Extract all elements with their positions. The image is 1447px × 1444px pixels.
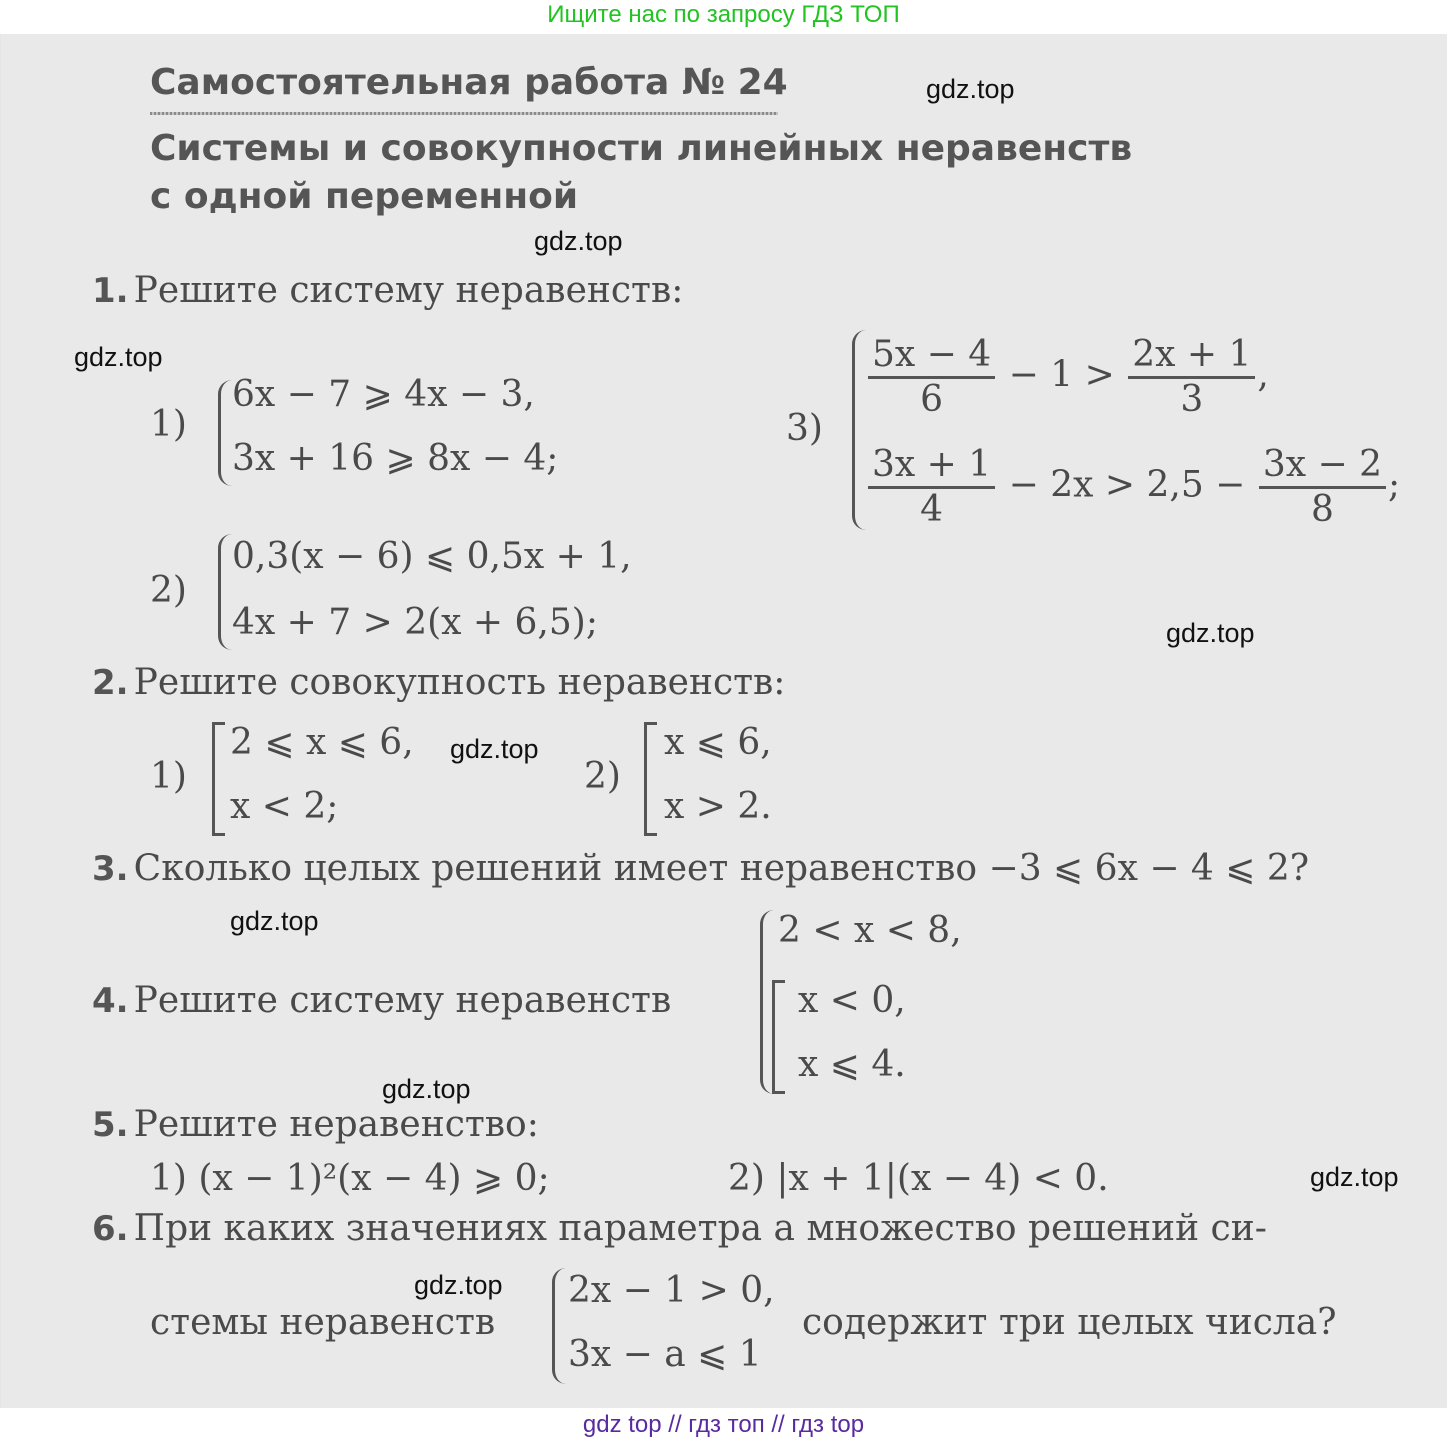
task-2-part-1-line-1: 2 ⩽ x ⩽ 6,	[230, 722, 414, 763]
task-5-part-1: 1) (x − 1)²(x − 4) ⩾ 0;	[150, 1158, 550, 1199]
task-6-line-2: 3x − a ⩽ 1	[568, 1334, 762, 1375]
task-6-text-line-2-pre: стемы неравенств	[150, 1302, 496, 1343]
page-title: Самостоятельная работа № 24	[150, 62, 788, 103]
task-5-heading	[92, 1104, 539, 1145]
task-number: 1.	[92, 271, 129, 311]
task-2-heading	[92, 662, 785, 703]
task-2-part-2-line-1: x ⩽ 6,	[664, 722, 772, 763]
task-2-part-2-line-2: x > 2.	[664, 786, 772, 827]
watermark: gdz.top	[414, 1270, 503, 1300]
title-divider	[150, 112, 778, 115]
task-1-part-1-line-1: 6x − 7 ⩾ 4x − 3,	[232, 374, 535, 415]
task-number: 5.	[92, 1105, 129, 1145]
task-6-heading	[92, 1208, 1267, 1249]
task-1-heading	[92, 270, 683, 311]
task-6-line-1: 2x − 1 > 0,	[568, 1270, 775, 1311]
task-number: 6.	[92, 1209, 129, 1249]
watermark: gdz.top	[1310, 1162, 1399, 1192]
task-text: Решите систему неравенств	[133, 980, 672, 1021]
task-4-line-2: x < 0,	[798, 980, 906, 1021]
union-bracket-icon	[212, 722, 225, 836]
task-1-part-2-line-1: 0,3(x − 6) ⩽ 0,5x + 1,	[232, 536, 632, 577]
task-6-text-line-2-post: содержит три целых числа?	[802, 1302, 1337, 1343]
task-1-part-3-line-1: $\frac{5x - 4}{6}$ − 1 > $\frac{2x + 1}{3}$ ,	[866, 334, 1269, 421]
task-2-part-2-label: 2)	[584, 756, 621, 797]
watermark: gdz.top	[450, 734, 539, 764]
watermark: gdz.top	[382, 1074, 471, 1104]
textbook-page	[0, 34, 1447, 1408]
task-3-heading	[92, 848, 1309, 889]
task-1-part-3-label: 3)	[786, 408, 823, 449]
task-1-part-1-label: 1)	[150, 404, 187, 445]
task-2-part-1-label: 1)	[150, 756, 187, 797]
union-bracket-icon	[644, 722, 657, 836]
bottom-banner[interactable]: gdz top // гдз топ // гдз top	[0, 1408, 1447, 1444]
task-1-part-2-line-2: 4x + 7 > 2(x + 6,5);	[232, 602, 598, 643]
task-text: Решите систему неравенств:	[133, 270, 684, 311]
page-subtitle-line2: с одной переменной	[150, 176, 579, 217]
watermark: gdz.top	[74, 342, 163, 372]
task-4-line-1: 2 < x < 8,	[778, 910, 962, 951]
watermark: gdz.top	[230, 906, 319, 936]
task-text: Сколько целых решений имеет неравенство −3 ⩽ 6x − 4 ⩽ 2?	[133, 848, 1310, 889]
task-text: Решите неравенство:	[133, 1104, 539, 1145]
task-text: Решите совокупность неравенств:	[133, 662, 786, 703]
task-4-heading	[92, 980, 671, 1021]
task-text: При каких значениях параметра a множество решений си-	[133, 1208, 1267, 1249]
task-number: 2.	[92, 663, 129, 703]
top-banner[interactable]: Ищите нас по запросу ГДЗ ТОП	[0, 0, 1447, 34]
task-1-part-3-line-2: $\frac{3x + 1}{4}$ − 2x > 2,5 − $\frac{3x - 2}{8}$ ;	[866, 444, 1400, 531]
watermark: gdz.top	[534, 226, 623, 256]
task-number: 3.	[92, 849, 129, 889]
union-bracket-icon	[772, 980, 785, 1094]
watermark: gdz.top	[926, 74, 1015, 104]
page-subtitle-line1: Системы и совокупности линейных неравенств	[150, 128, 1133, 169]
task-1-part-2-label: 2)	[150, 570, 187, 611]
task-5-part-2: 2) |x + 1|(x − 4) < 0.	[728, 1158, 1109, 1199]
task-1-part-1-line-2: 3x + 16 ⩾ 8x − 4;	[232, 438, 559, 479]
task-4-line-3: x ⩽ 4.	[798, 1044, 906, 1085]
task-number: 4.	[92, 981, 129, 1021]
system-brace-icon	[552, 1268, 569, 1384]
watermark: gdz.top	[1166, 618, 1255, 648]
task-2-part-1-line-2: x < 2;	[230, 786, 339, 827]
